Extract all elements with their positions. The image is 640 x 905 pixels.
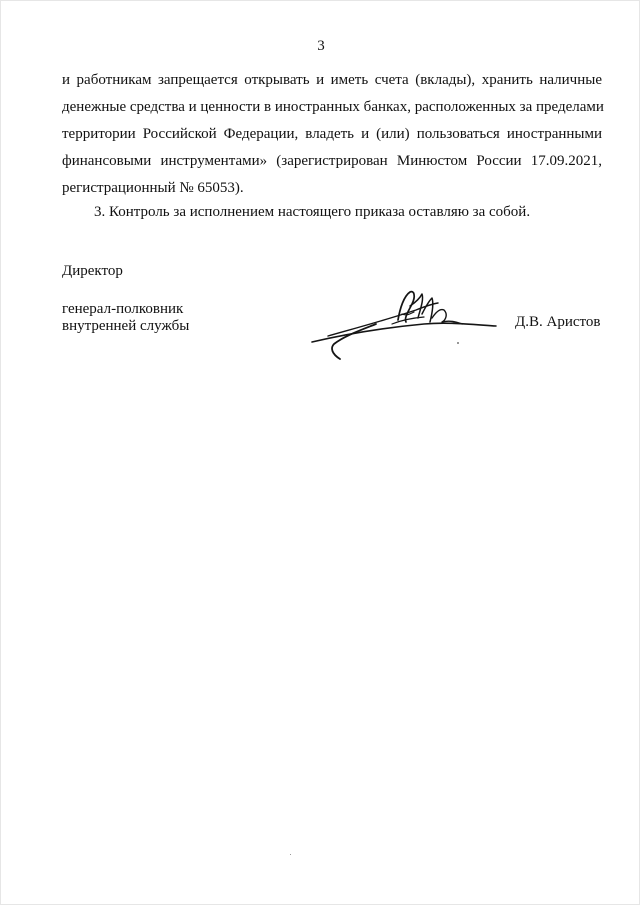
- scan-speck: [457, 342, 459, 344]
- handwritten-signature: [306, 284, 501, 364]
- page-number: 3: [317, 38, 325, 54]
- scan-speck: [290, 854, 291, 855]
- signer-position: Директор: [62, 263, 123, 279]
- signer-rank-line-1: генерал-полковник: [62, 301, 184, 317]
- paragraph-line: денежные средства и ценности в иностранных банках, расположенных за пределами: [62, 99, 604, 115]
- paragraph-line: финансовыми инструментами» (зарегистрирован Минюстом России 17.09.2021,: [62, 153, 602, 169]
- signer-rank-line-2: внутренней службы: [62, 318, 190, 334]
- paragraph-line: территории Российской Федерации, владеть и (или) пользоваться иностранными: [62, 126, 602, 142]
- signer-rank: [62, 301, 189, 335]
- paragraph-line: и работникам запрещается открывать и иметь счета (вклады), хранить наличные: [62, 72, 602, 88]
- paragraph-continuation: [62, 67, 602, 202]
- signer-name: Д.В. Аристов: [515, 314, 601, 330]
- paragraph-line: регистрационный № 65053).: [62, 180, 244, 196]
- paragraph-3: 3. Контроль за исполнением настоящего приказа оставляю за собой.: [94, 204, 531, 220]
